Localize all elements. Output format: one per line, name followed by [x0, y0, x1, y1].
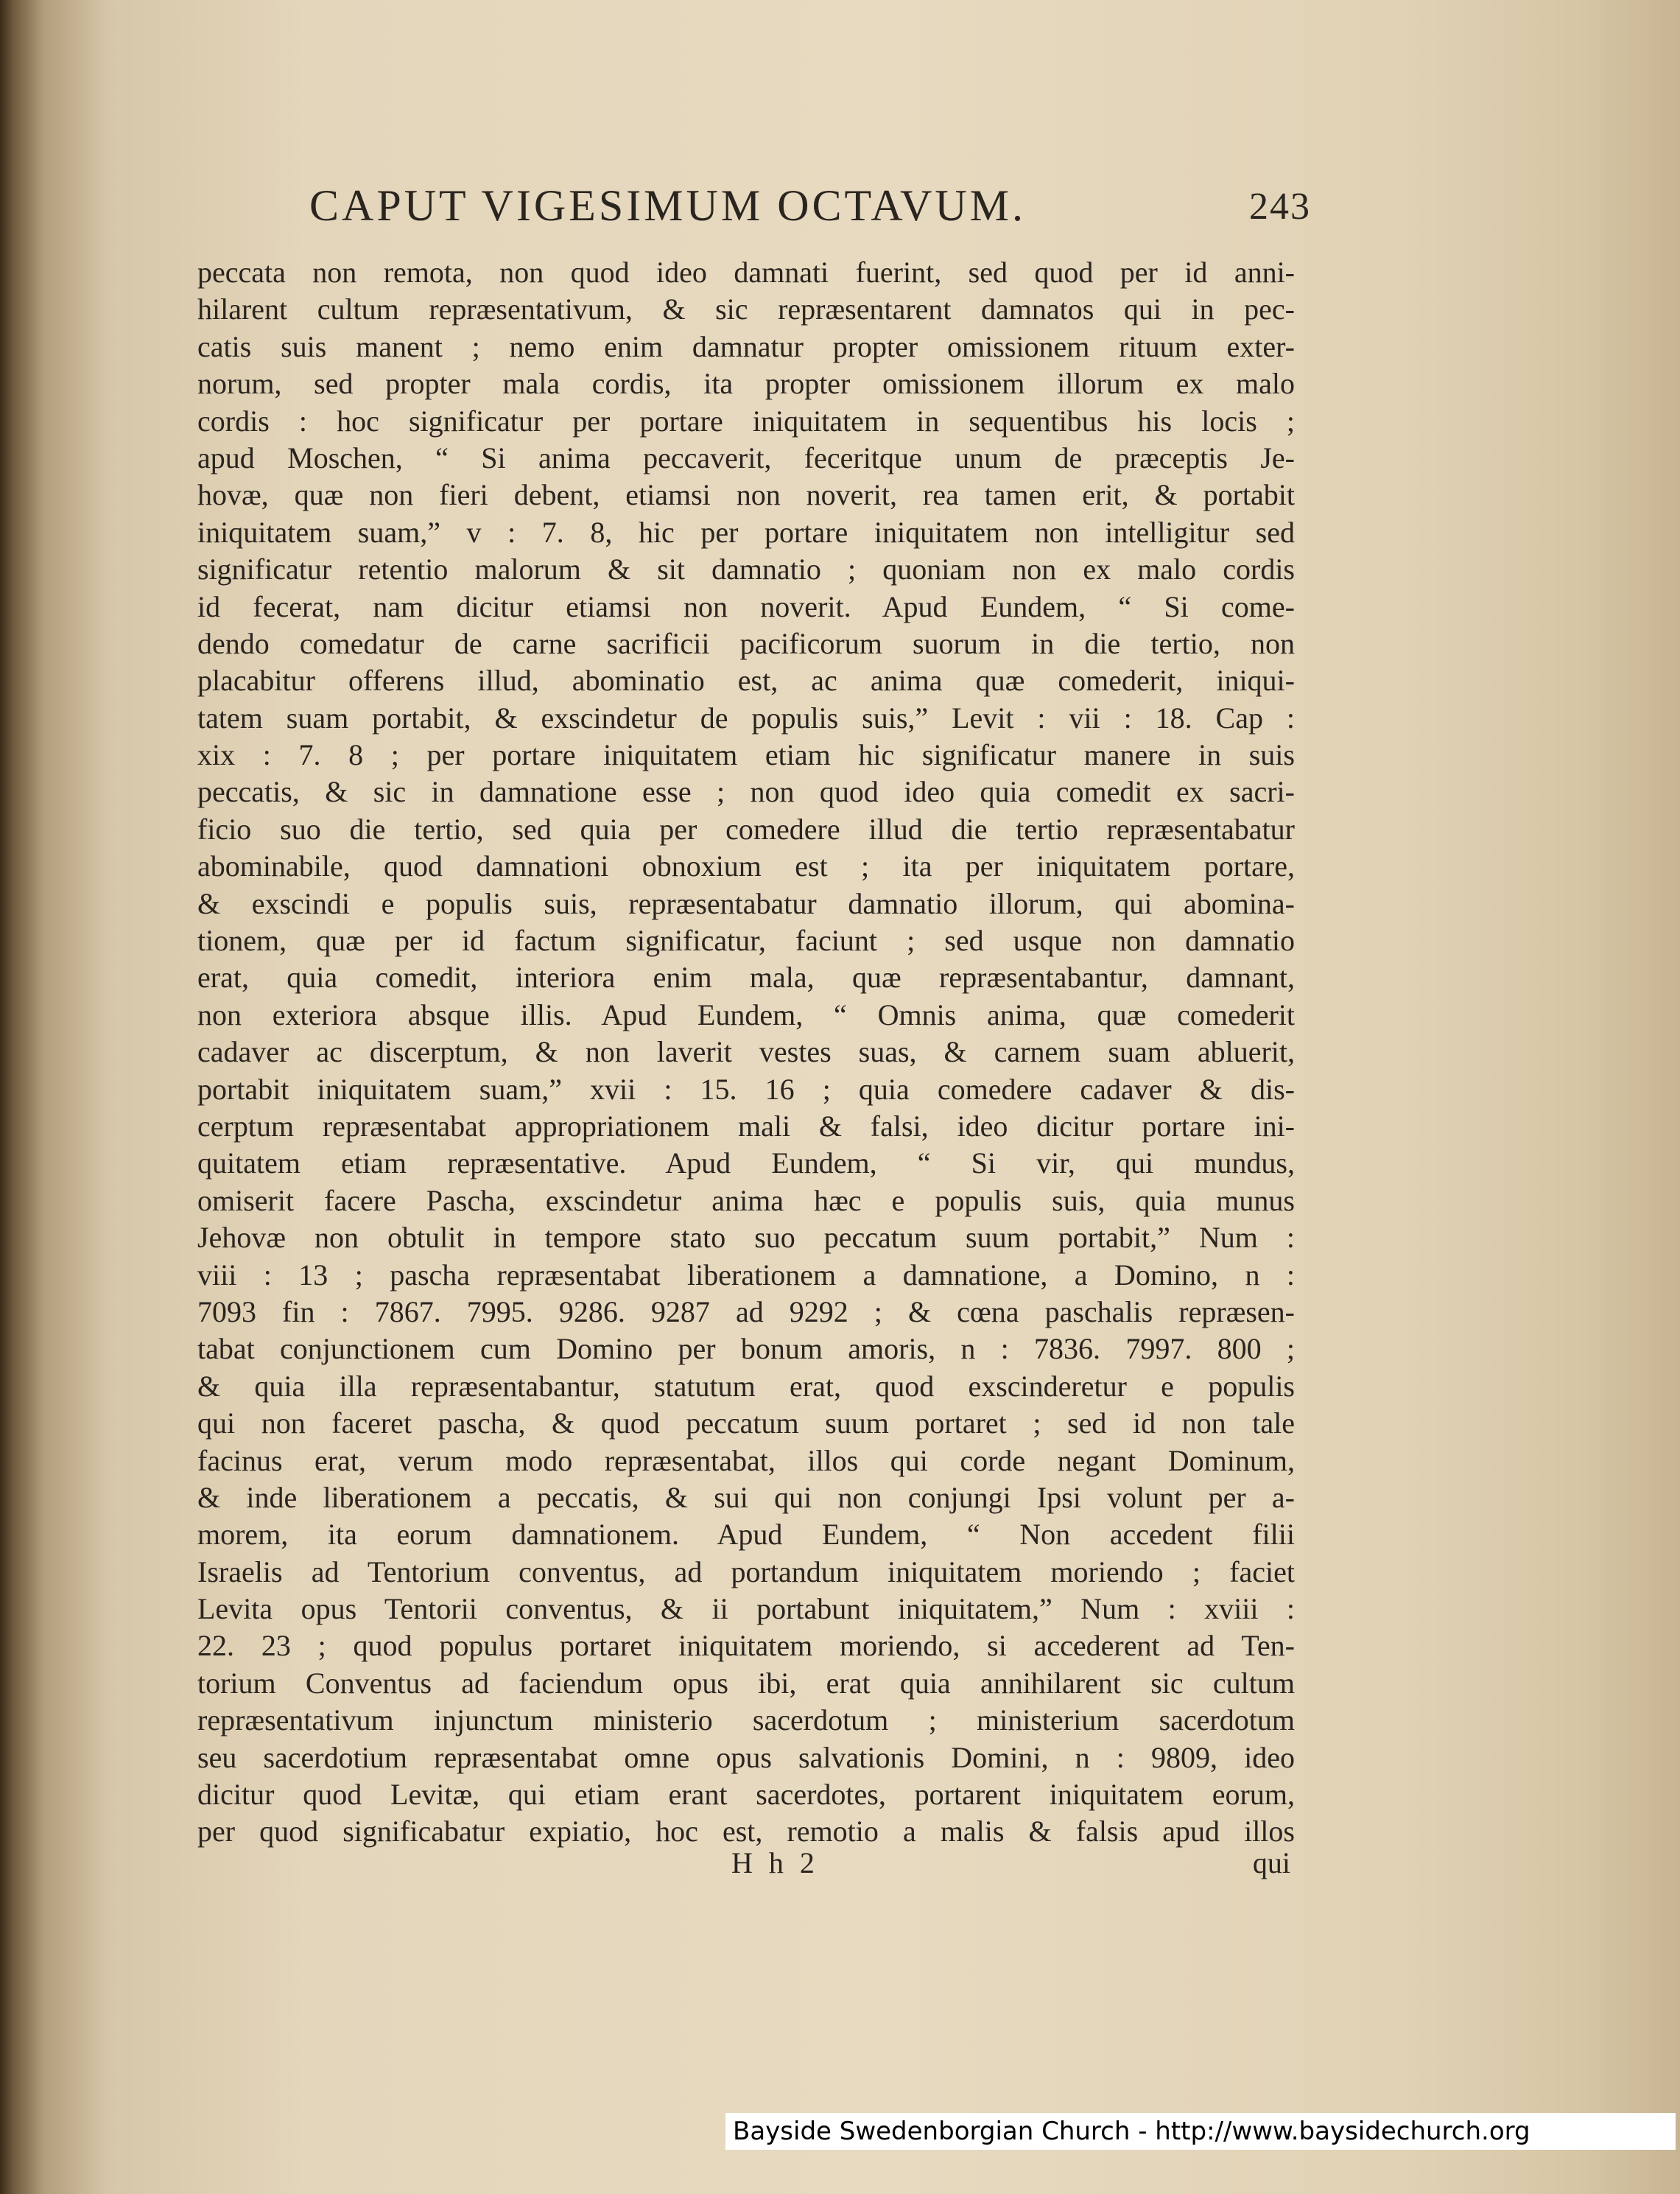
- text-line: Jehovæ non obtulit in tempore stato suo peccatum suum portabit,” Num :: [197, 1221, 1295, 1255]
- text-line: cerptum repræsentabat appropriationem mali & falsi, ideo dicitur portare ini-: [197, 1109, 1295, 1143]
- text-line: & quia illa repræsentabantur, statutum erat, quod exscinderetur e populis: [197, 1369, 1295, 1403]
- text-line: cadaver ac discerptum, & non laverit vestes suas, & carnem suam abluerit,: [197, 1035, 1295, 1069]
- running-head: CAPUT VIGESIMUM OCTAVUM.: [309, 181, 1027, 230]
- text-line: id fecerat, nam dicitur etiamsi non noverit. Apud Eundem, “ Si come-: [197, 589, 1295, 623]
- text-line: erat, quia comedit, interiora enim mala, quæ repræsentabantur, damnant,: [197, 961, 1295, 995]
- text-line: & inde liberationem a peccatis, & sui qui non conjungi Ipsi volunt per a-: [197, 1480, 1295, 1514]
- text-line: catis suis manent ; nemo enim damnatur propter omissionem rituum exter-: [197, 329, 1295, 363]
- text-line: viii : 13 ; pascha repræsentabat liberationem a damnatione, a Domino, n :: [197, 1258, 1295, 1291]
- text-line: tatem suam portabit, & exscindetur de populis suis,” Levit : vii : 18. Cap :: [197, 701, 1295, 735]
- page-header: [309, 181, 1311, 239]
- catchword: qui: [1252, 1846, 1290, 1879]
- text-line: apud Moschen, “ Si anima peccaverit, feceritque unum de præceptis Je-: [197, 441, 1295, 474]
- page-footer: [197, 1846, 1295, 1882]
- text-line: torium Conventus ad faciendum opus ibi, erat quia annihilarent sic cultum: [197, 1666, 1295, 1700]
- text-line: & exscindi e populis suis, repræsentabatur damnatio illorum, qui abomina-: [197, 886, 1295, 920]
- text-line: abominabile, quod damnationi obnoxium est ; ita per iniquitatem portare,: [197, 849, 1295, 883]
- text-line: Levita opus Tentorii conventus, & ii portabunt iniquitatem,” Num : xviii :: [197, 1592, 1295, 1626]
- text-line: ficio suo die tertio, sed quia per comedere illud die tertio repræsentabatur: [197, 812, 1295, 846]
- text-line: peccatis, & sic in damnatione esse ; non quod ideo quia comedit ex sacri-: [197, 775, 1295, 809]
- text-line: norum, sed propter mala cordis, ita propter omissionem illorum ex malo: [197, 367, 1295, 401]
- text-line: Israelis ad Tentorium conventus, ad portandum iniquitatem moriendo ; faciet: [197, 1555, 1295, 1588]
- text-line: dendo comedatur de carne sacrificii pacificorum suorum in die tertio, non: [197, 626, 1295, 660]
- text-line: morem, ita eorum damnationem. Apud Eundem, “ Non accedent filii: [197, 1518, 1295, 1552]
- text-line: seu sacerdotium repræsentabat omne opus salvationis Domini, n : 9809, ideo: [197, 1740, 1295, 1774]
- text-line: portabit iniquitatem suam,” xvii : 15. 16 ; quia comedere cadaver & dis-: [197, 1072, 1295, 1106]
- text-line: dicitur quod Levitæ, qui etiam erant sacerdotes, portarent iniquitatem eorum,: [197, 1778, 1295, 1812]
- text-line: hilarent cultum repræsentativum, & sic repræsentarent damnatos qui in pec-: [197, 292, 1295, 326]
- text-line: omiserit facere Pascha, exscindetur anima hæc e populis suis, quia munus: [197, 1183, 1295, 1217]
- text-line: hovæ, quæ non fieri debent, etiamsi non noverit, rea tamen erit, & portabit: [197, 478, 1295, 512]
- text-line: facinus erat, verum modo repræsentabat, illos qui corde negant Dominum,: [197, 1443, 1295, 1477]
- signature-mark: H h 2: [731, 1846, 819, 1879]
- text-line: 7093 fin : 7867. 7995. 9286. 9287 ad 9292 ; & cœna paschalis repræsen-: [197, 1294, 1295, 1328]
- text-line: placabitur offerens illud, abominatio est, ac anima quæ comederit, iniqui-: [197, 664, 1295, 698]
- text-line: per quod significabatur expiatio, hoc est, remotio a malis & falsis apud illos: [197, 1815, 1295, 1848]
- page-number: 243: [1249, 186, 1311, 228]
- text-line: xix : 7. 8 ; per portare iniquitatem etiam hic significatur manere in suis: [197, 738, 1295, 772]
- text-line: tionem, quæ per id factum significatur, faciunt ; sed usque non damnatio: [197, 924, 1295, 958]
- text-line: repræsentativum injunctum ministerio sacerdotum ; ministerium sacerdotum: [197, 1703, 1295, 1737]
- text-line: qui non faceret pascha, & quod peccatum suum portaret ; sed id non tale: [197, 1406, 1295, 1440]
- text-line: tabat conjunctionem cum Domino per bonum amoris, n : 7836. 7997. 800 ;: [197, 1332, 1295, 1366]
- text-line: cordis : hoc significatur per portare iniquitatem in sequentibus his locis ;: [197, 404, 1295, 438]
- text-line: quitatem etiam repræsentative. Apud Eundem, “ Si vir, qui mundus,: [197, 1146, 1295, 1180]
- text-line: non exteriora absque illis. Apud Eundem, “ Omnis anima, quæ comederit: [197, 998, 1295, 1031]
- watermark: Bayside Swedenborgian Church - http://www.baysidechurch.org: [725, 2113, 1676, 2150]
- text-line: significatur retentio malorum & sit damnatio ; quoniam non ex malo cordis: [197, 553, 1295, 586]
- text-line: peccata non remota, non quod ideo damnati fuerint, sed quod per id anni-: [197, 256, 1295, 289]
- body-text: [197, 254, 1295, 1851]
- text-line: 22. 23 ; quod populus portaret iniquitatem moriendo, si accederent ad Ten-: [197, 1629, 1295, 1663]
- text-line: iniquitatem suam,” v : 7. 8, hic per portare iniquitatem non intelligitur sed: [197, 515, 1295, 549]
